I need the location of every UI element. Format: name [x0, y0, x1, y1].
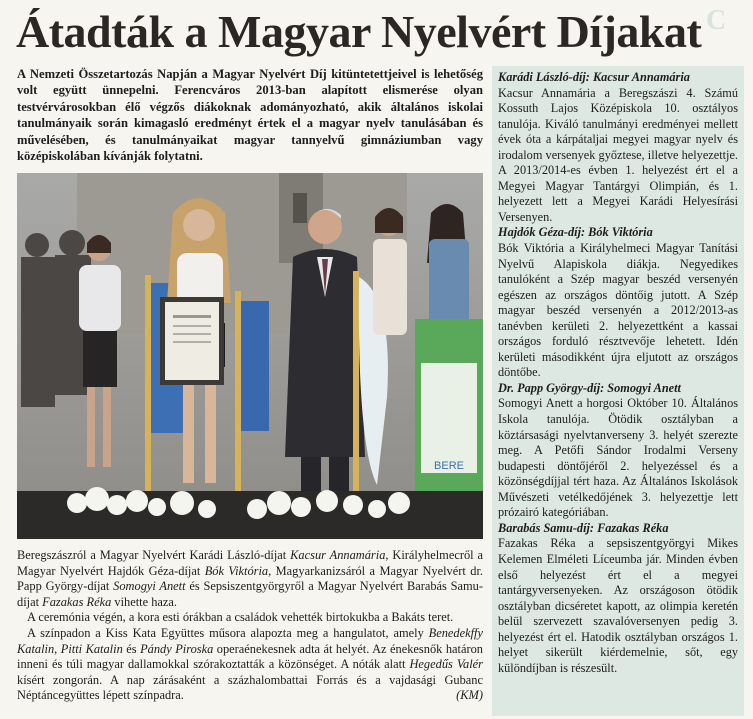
award-heading: Karádi László-díj: Kacsur Annamária: [498, 70, 690, 84]
award-ceremony-photo: [17, 173, 483, 539]
award-heading: Hajdók Géza-díj: Bók Viktória: [498, 225, 653, 240]
lead-paragraph: A Nemzeti Összetartozás Napján a Magyar Nyelvért Díj kitüntetettjeivel is lehetőség volt együtt ünnepelni. Ferencváros 2013-ban alapított elismerése olyan testvérvárosokban élő végzős diákoknak adományozható, akik általános iskolai tanulmányaik során kimagasló eredményt értek el a magyar nyelv tanulásában és művelésében, és tanulmányaikat magyar tannyelvű gimnáziumban vagy középiskolában kívánják folytatni.: [17, 67, 483, 164]
pianist-name: Hegedűs Valér: [409, 657, 483, 672]
performer-name: Pándy Piroska: [140, 641, 214, 656]
award-heading: Dr. Papp György-díj: Somogyi Anett: [498, 380, 681, 395]
award-description: Somogyi Anett a horgosi Október 10. Általános Iskola tanulója. Ötödik osztályban a köztársasági nyelvtanverseny 3. helyét szerezte meg. A Petőfi Sándor Irodalmi Verseny budapesti döntőjéről 2. helyezéssel és a közönségdíjjal tért haza. Az Általános Iskolások Művészeti vetélkedőjének 3. helyezettje lett prózairó kategóriában.: [498, 396, 738, 520]
body-paragraph-3: A színpadon a Kiss Kata Együttes műsora alapozta meg a hangulatot, amely Benedekffy Katalin, Pitti Katalin és Pándy Piroska operaénekesnek adta át helyét. Az énekesnők határon inneni és túli magyar dallamokkal szórakoztatták a közönséget. A nóták alatt Hegedűs Valér kísért zongorán. A nap zárásaként a százhalombattai Forrás és a vajdasági Gubanc Néptáncegyüttes lépett színpadra. (KM): [17, 625, 483, 703]
award-description: Fazakas Réka a sepsiszentgyörgyi Mikes Kelemen Elméleti Líceumba jár. Minden évben első helyezést ért el a megyei tantárgyversenyeken. Az országoson ötödik osztályban dicséretet kapott, az olimpia keretén belül szervezett szavalóversenyen pedig 3. helyezést ért el. Hatodik osztályban országos 1. helyet sikerült kiérdemelnie, sőt, egy különdíjban is részesült.: [498, 536, 738, 675]
author-signature: (KM): [456, 688, 483, 703]
award-entry-hajdok: [498, 225, 738, 380]
award-description: Bók Viktória a Királyhelmeci Magyar Tanítási Nyelvű Alapiskola diákja. Negyedikes tanulóként a Szép magyar beszéd versenyén egészen az országos döntőig jutott. A Szép magyar beszéd versenyén a 2012/2013-as tanévben kerületi 2. helyezettként a kassai országos forduló résztvevője lehetett. Idén kerületi másodikként újra eljutott az országos döntőbe.: [498, 241, 738, 380]
body-paragraph-2: A ceremónia végén, a kora esti órákban a családok vehették birtokukba a Bakáts teret.: [27, 610, 454, 625]
performer-names: Benedekffy Katalin, Pitti Katalin: [17, 625, 483, 656]
award-heading: Barabás Samu-díj: Fazakas Réka: [498, 520, 669, 535]
recipient-name: Kacsur Annamária: [290, 548, 386, 562]
recipient-name: Fazakas Réka: [42, 594, 112, 609]
article-body: [17, 548, 483, 704]
award-entry-barabas: [498, 521, 738, 676]
body-paragraph-1: Beregszászról a Magyar Nyelvért Karádi László-díjat Kacsur Annamária, Királyhelmecről a Magyar Nyelvért Hajdók Géza-díjat Bók Viktória, Magyarkanizsáról a Magyar Nyelvért dr. Papp György-díjat Somogyi Anett és Sepsiszentgyörgyről a Magyar Nyelvért Barabás Samu-díjat Fazakas Réka vihette haza.: [17, 548, 483, 609]
banner-text: BERE: [434, 460, 464, 472]
recipient-name: Bók Viktória: [204, 563, 269, 578]
awardees-sidebar: [492, 66, 744, 716]
church-tower-window: [293, 193, 307, 223]
green-banner-right: [415, 319, 483, 509]
adjacent-page-header-fragment: C: [706, 5, 729, 36]
award-entry-karadi: [498, 70, 738, 225]
recipient-name: Somogyi Anett: [113, 579, 186, 594]
award-description: Kacsur Annamária a Beregszászi 4. Számú Kossuth Lajos Középiskola 10. osztályos tanulója. Kiváló tanulmányi eredményei mellett évek óta a kárpátaljai megyei magyar nyelv és irodalom versenyek győztese, illetve helyezettje. A 2013/2014-es évben 1. helyezést ért el a Megyei Magyar Tantárgyi Olimpián, és 1. helyezett lett a Megyei Karádi Helyesírási Versenyen.: [498, 85, 738, 224]
award-entry-papp: [498, 381, 738, 521]
headline: Átadták a Magyar Nyelvért Díjakat: [16, 6, 702, 57]
framed-certificate: [160, 297, 224, 385]
